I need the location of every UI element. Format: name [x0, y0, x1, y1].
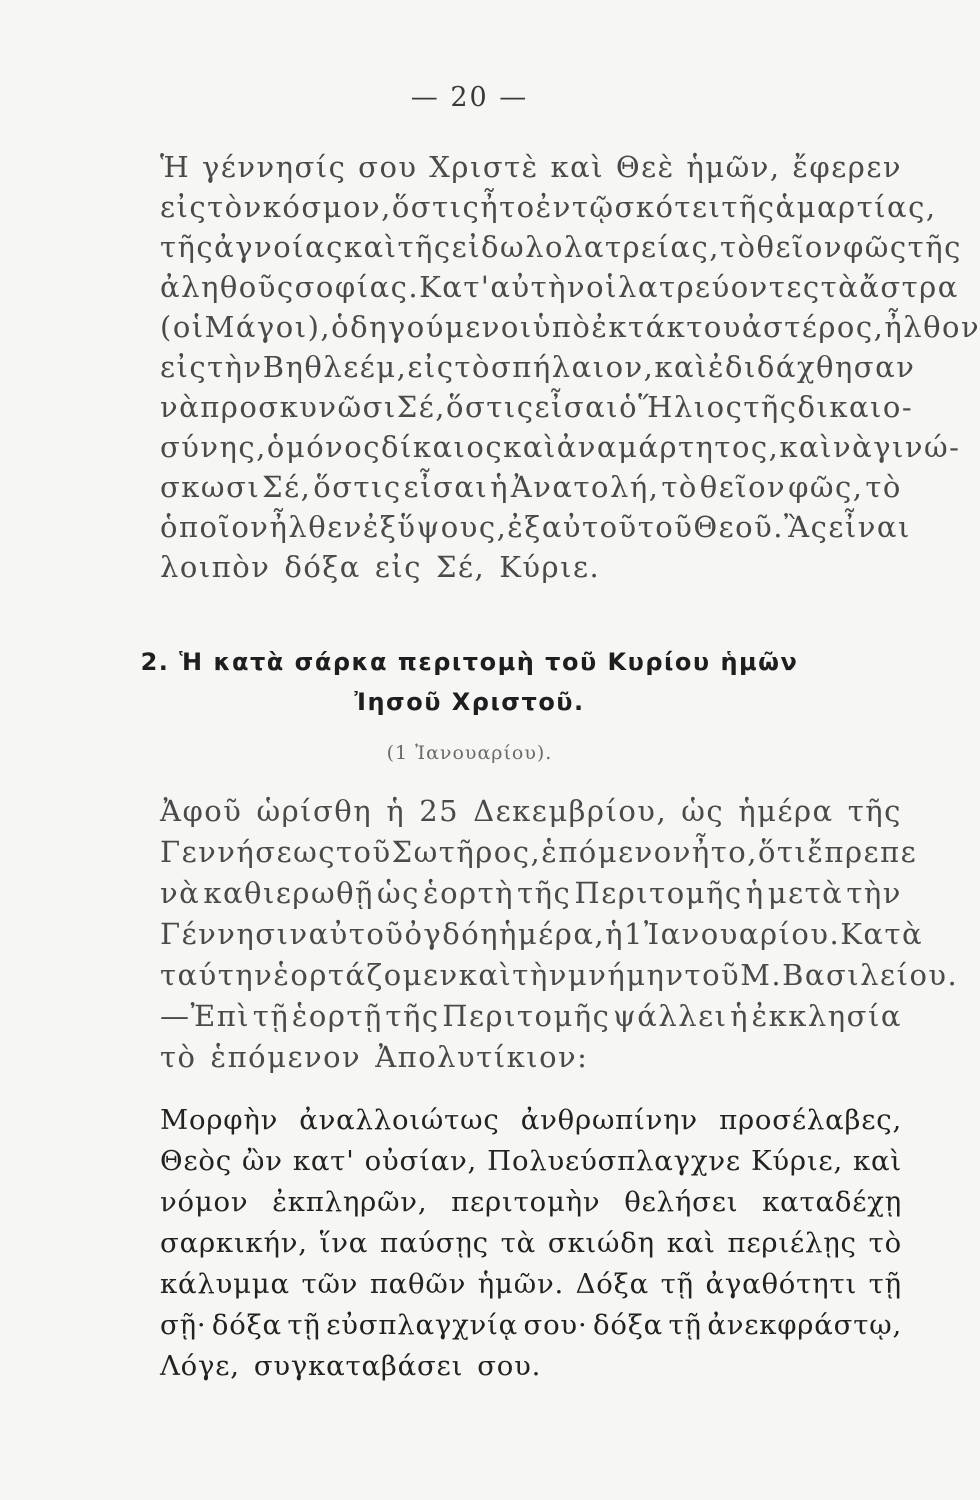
word: τὰ: [500, 1227, 537, 1259]
text-line: [160, 835, 918, 879]
word: ὁ: [619, 390, 639, 424]
word: ἡ: [605, 917, 625, 951]
word: σύνης,: [160, 430, 267, 464]
word: —Ἐπὶ: [160, 999, 251, 1033]
word: ὅστις: [446, 390, 535, 424]
text-line: [160, 917, 924, 961]
word: ἐκτάκτου: [591, 310, 742, 344]
hymn-line: [160, 1104, 902, 1148]
word: Μ.: [740, 958, 783, 992]
word: καὶ: [550, 150, 605, 184]
text-line: [160, 190, 937, 234]
word: δόξα: [211, 1309, 282, 1341]
word: Θεὲ: [615, 150, 675, 184]
word: ἐξ: [507, 510, 542, 544]
word: ὁδηγούμενοι: [331, 310, 533, 344]
word: νὰ: [160, 390, 201, 424]
text-line: [160, 390, 914, 434]
word: κάλυμμα: [160, 1268, 290, 1300]
word: ὅστις: [313, 470, 402, 504]
word: ὡς: [681, 794, 725, 828]
word: σκιώδη: [547, 1227, 655, 1259]
word: προσκυνῶσι: [200, 390, 397, 424]
word: Κύριε,: [750, 1145, 843, 1177]
word: Βηθλεέμ,: [262, 350, 408, 384]
word: ταύτην: [160, 958, 274, 992]
word: ἦλθεν: [269, 510, 363, 544]
word: γέννησίς: [202, 150, 347, 184]
word: (οἱ: [160, 310, 205, 344]
word: δόξα: [593, 1309, 664, 1341]
word: εἶσαι: [403, 470, 489, 504]
text-line: [160, 270, 959, 314]
word: τὸ: [719, 230, 757, 264]
word: μόνος: [285, 430, 381, 464]
word: καὶ: [666, 1227, 716, 1259]
word: Σέ,: [435, 550, 486, 584]
word: θεῖον: [699, 470, 787, 504]
word: σοφίας.: [294, 270, 420, 304]
word: καὶ: [503, 430, 557, 464]
word: τὸ: [661, 470, 698, 504]
word: εἰδωλολατρείας,: [451, 230, 720, 264]
feast-date: (1 Ἰανουαρίου).: [386, 742, 553, 764]
word: ἀνθρωπίνην: [520, 1104, 698, 1136]
word: Βασιλείου.: [782, 958, 959, 992]
word: τῇ: [252, 999, 290, 1033]
word: ἡμέρα: [738, 794, 834, 828]
word: Σέ,: [396, 390, 447, 424]
word: δικαιο-: [797, 390, 914, 424]
word: Ἥλιος: [638, 390, 744, 424]
word: Ἡ: [160, 150, 191, 184]
word: ἵνα: [319, 1227, 369, 1259]
word: σαρκικήν,: [160, 1227, 308, 1259]
text-line: [160, 876, 902, 920]
word: οὐσίαν,: [364, 1145, 478, 1177]
word: ἡ: [745, 876, 765, 910]
word: νόμον: [160, 1186, 249, 1218]
word: ἡμέρα,: [499, 917, 606, 951]
word: ἡ: [490, 470, 509, 504]
word: τῆς: [721, 190, 776, 224]
word: ἑορτάζομεν: [273, 958, 459, 992]
text-line: [160, 794, 902, 838]
word: ἑπόμενον: [541, 835, 692, 869]
word: ἔφερεν: [792, 150, 902, 184]
text-line: [160, 150, 902, 194]
word: εἶναι: [828, 510, 911, 544]
word: τὸ: [160, 1040, 197, 1074]
word: θεῖον: [756, 230, 843, 264]
word: τὸ: [865, 470, 902, 504]
word: περιέλῃς: [727, 1227, 857, 1259]
word: ὅτι: [757, 835, 808, 869]
word: τοῦ: [336, 835, 392, 869]
hymn-line: [160, 1268, 902, 1312]
word: καὶ: [779, 430, 833, 464]
word: μνήμην: [567, 958, 685, 992]
word: λοιπὸν: [160, 550, 271, 584]
word: τὸ: [868, 1227, 902, 1259]
word: νὰ: [160, 876, 201, 910]
word: ἦλθον: [884, 310, 980, 344]
word: Ἀφοῦ: [160, 794, 243, 828]
hymn-line: [160, 1145, 902, 1189]
word: Δεκεμβρίου,: [473, 794, 668, 828]
word: ὁποῖον: [160, 510, 270, 544]
text-line: [160, 1040, 902, 1084]
word: παύσῃς: [379, 1227, 489, 1259]
word: ψάλλει: [613, 999, 728, 1033]
word: αὐτοῦ: [308, 917, 405, 951]
word: ἑορτὴ: [423, 876, 515, 910]
section-heading-continued: Ἰησοῦ Χριστοῦ.: [354, 688, 585, 716]
word: αὐτὴν: [490, 270, 587, 304]
word: εἶσαι: [534, 390, 620, 424]
word: τῆς: [847, 794, 902, 828]
word: σου.: [477, 1350, 542, 1382]
word: ἀναμάρτητος,: [556, 430, 780, 464]
word: καταδέχῃ: [762, 1186, 902, 1218]
word: δίκαιος: [381, 430, 504, 464]
word: τῷ: [571, 190, 615, 224]
word: εἰς: [160, 350, 208, 384]
word: τῇ: [668, 1309, 702, 1341]
word: καὶ: [343, 230, 398, 264]
word: ἡ: [730, 999, 749, 1033]
word: Λόγε,: [160, 1350, 240, 1382]
word: καὶ: [853, 1145, 902, 1177]
word: φῶς,: [788, 470, 864, 504]
word: ἡμῶν.: [477, 1268, 564, 1300]
word: ἀναλλοιώτως: [299, 1104, 500, 1136]
word: τῆς: [907, 230, 962, 264]
word: ἦτο: [480, 190, 536, 224]
text-line: [160, 510, 911, 554]
word: τοῦ: [637, 510, 694, 544]
word: λατρεύοντες: [618, 270, 821, 304]
word: Δόξα: [575, 1268, 649, 1300]
word: ἑπόμενον: [210, 1040, 362, 1074]
circumcision-paragraph: [160, 794, 959, 1094]
word: εἰς: [374, 550, 422, 584]
word: τῆς: [517, 876, 572, 910]
text-line: [160, 999, 902, 1043]
word: 25: [419, 794, 460, 828]
word: Ἀπολυτίκιον:: [375, 1040, 589, 1074]
word: ἦτο,: [691, 835, 758, 869]
word: Περιτομῆς: [442, 999, 611, 1033]
word: Σωτῆρος,: [391, 835, 542, 869]
word: τὸν: [207, 190, 263, 224]
word: τῆς: [160, 230, 215, 264]
page-number: — 20 —: [410, 82, 529, 113]
text-line: [160, 550, 902, 594]
word: Ἂς: [783, 510, 829, 544]
word: τῇ: [287, 1309, 321, 1341]
word: Μορφὴν: [160, 1104, 279, 1136]
word: Ἰανουαρίου.: [643, 917, 841, 951]
word: ὅστις: [391, 190, 481, 224]
hymn-line: [160, 1227, 902, 1271]
word: ἁμαρτίας,: [775, 190, 937, 224]
word: αὐτοῦ: [541, 510, 638, 544]
word: καθιερωθῇ: [203, 876, 374, 910]
word: ὑπὸ: [532, 310, 592, 344]
text-line: [160, 430, 961, 474]
word: Κύριε.: [499, 550, 601, 584]
word: ἡ: [386, 794, 406, 828]
word: ὁ: [266, 430, 286, 464]
word: ὡρίσθη: [256, 794, 373, 828]
word: τῇ: [868, 1268, 902, 1300]
text-line: [160, 310, 980, 354]
word: ἀγνοίας: [214, 230, 344, 264]
word: σου: [358, 150, 418, 184]
word: καὶ: [654, 350, 708, 384]
word: Γεννήσεως: [160, 835, 336, 869]
hymn-line: [160, 1186, 902, 1230]
word: Ἀνατολή,: [510, 470, 660, 504]
word: Πολυεύσπλαγχνε: [487, 1145, 741, 1177]
word: θελήσει: [624, 1186, 739, 1218]
word: Γέννησιν: [160, 917, 309, 951]
word: προσέλαβες,: [719, 1104, 902, 1136]
word: ἐν: [535, 190, 572, 224]
word: ὀγδόη: [404, 917, 500, 951]
word: ἀνεκφράστῳ,: [707, 1309, 902, 1341]
word: ἐξ: [362, 510, 398, 544]
word: ἑορτῇ: [291, 999, 383, 1033]
word: τὴν: [207, 350, 263, 384]
hymn-line: [160, 1309, 902, 1353]
word: δόξα: [284, 550, 361, 584]
text-line: [160, 470, 902, 514]
word: τῆς: [397, 230, 452, 264]
word: κατ': [292, 1145, 355, 1177]
word: περιτομὴν: [451, 1186, 601, 1218]
word: σκωσι: [160, 470, 261, 504]
word: 1: [624, 917, 644, 951]
word: Θεὸς: [160, 1145, 232, 1177]
word: ἔπρεπε: [807, 835, 918, 869]
word: τὰ: [820, 270, 860, 304]
word: τῆς: [385, 999, 440, 1033]
apolytikion-hymn: [160, 1104, 902, 1404]
nativity-paragraph: [160, 150, 980, 590]
word: τὴν: [846, 876, 902, 910]
word: ὕψους,: [397, 510, 508, 544]
word: οἱ: [586, 270, 618, 304]
word: ἐδιδάχθησαν: [707, 350, 916, 384]
word: συγκαταβάσει: [253, 1350, 464, 1382]
word: γινώ-: [873, 430, 961, 464]
word: τῆς: [743, 390, 798, 424]
word: ἡμῶν,: [686, 150, 781, 184]
word: μετὰ: [767, 876, 844, 910]
word: κόσμον,: [262, 190, 392, 224]
word: Μάγοι),: [204, 310, 332, 344]
word: παθῶν: [369, 1268, 467, 1300]
word: ἄστρα: [859, 270, 959, 304]
word: νὰ: [832, 430, 874, 464]
word: ὡς: [377, 876, 420, 910]
word: ὢν: [242, 1145, 283, 1177]
text-line: [160, 230, 962, 274]
word: εἰς: [160, 190, 208, 224]
word: Σέ,: [262, 470, 312, 504]
word: φῶς: [842, 230, 908, 264]
word: σκότει: [614, 190, 722, 224]
word: καὶ: [458, 958, 513, 992]
word: Θεοῦ.: [693, 510, 784, 544]
text-line: [160, 958, 959, 1002]
word: σῇ·: [160, 1309, 207, 1341]
word: εὐσπλαγχνίᾳ: [326, 1309, 518, 1341]
word: Χριστὲ: [429, 150, 539, 184]
word: Κατ': [419, 270, 491, 304]
word: Κατὰ: [840, 917, 924, 951]
word: ἐκκλησία: [751, 999, 902, 1033]
text-line: [160, 350, 916, 394]
word: τῶν: [301, 1268, 359, 1300]
word: ἀγαθότητι: [705, 1268, 858, 1300]
word: εἰς: [407, 350, 455, 384]
word: ἀστέρος,: [741, 310, 885, 344]
word: σπήλαιον,: [491, 350, 655, 384]
word: Περιτομῆς: [574, 876, 743, 910]
word: τὸ: [454, 350, 491, 384]
word: σου·: [523, 1309, 588, 1341]
word: τῇ: [660, 1268, 694, 1300]
word: ἐκπληρῶν,: [272, 1186, 428, 1218]
section-heading: 2. Ἡ κατὰ σάρκα περιτομὴ τοῦ Κυρίου ἡμῶν: [140, 648, 799, 676]
word: τοῦ: [684, 958, 741, 992]
word: ἀληθοῦς: [160, 270, 295, 304]
word: τὴν: [512, 958, 568, 992]
hymn-line: [160, 1350, 902, 1394]
